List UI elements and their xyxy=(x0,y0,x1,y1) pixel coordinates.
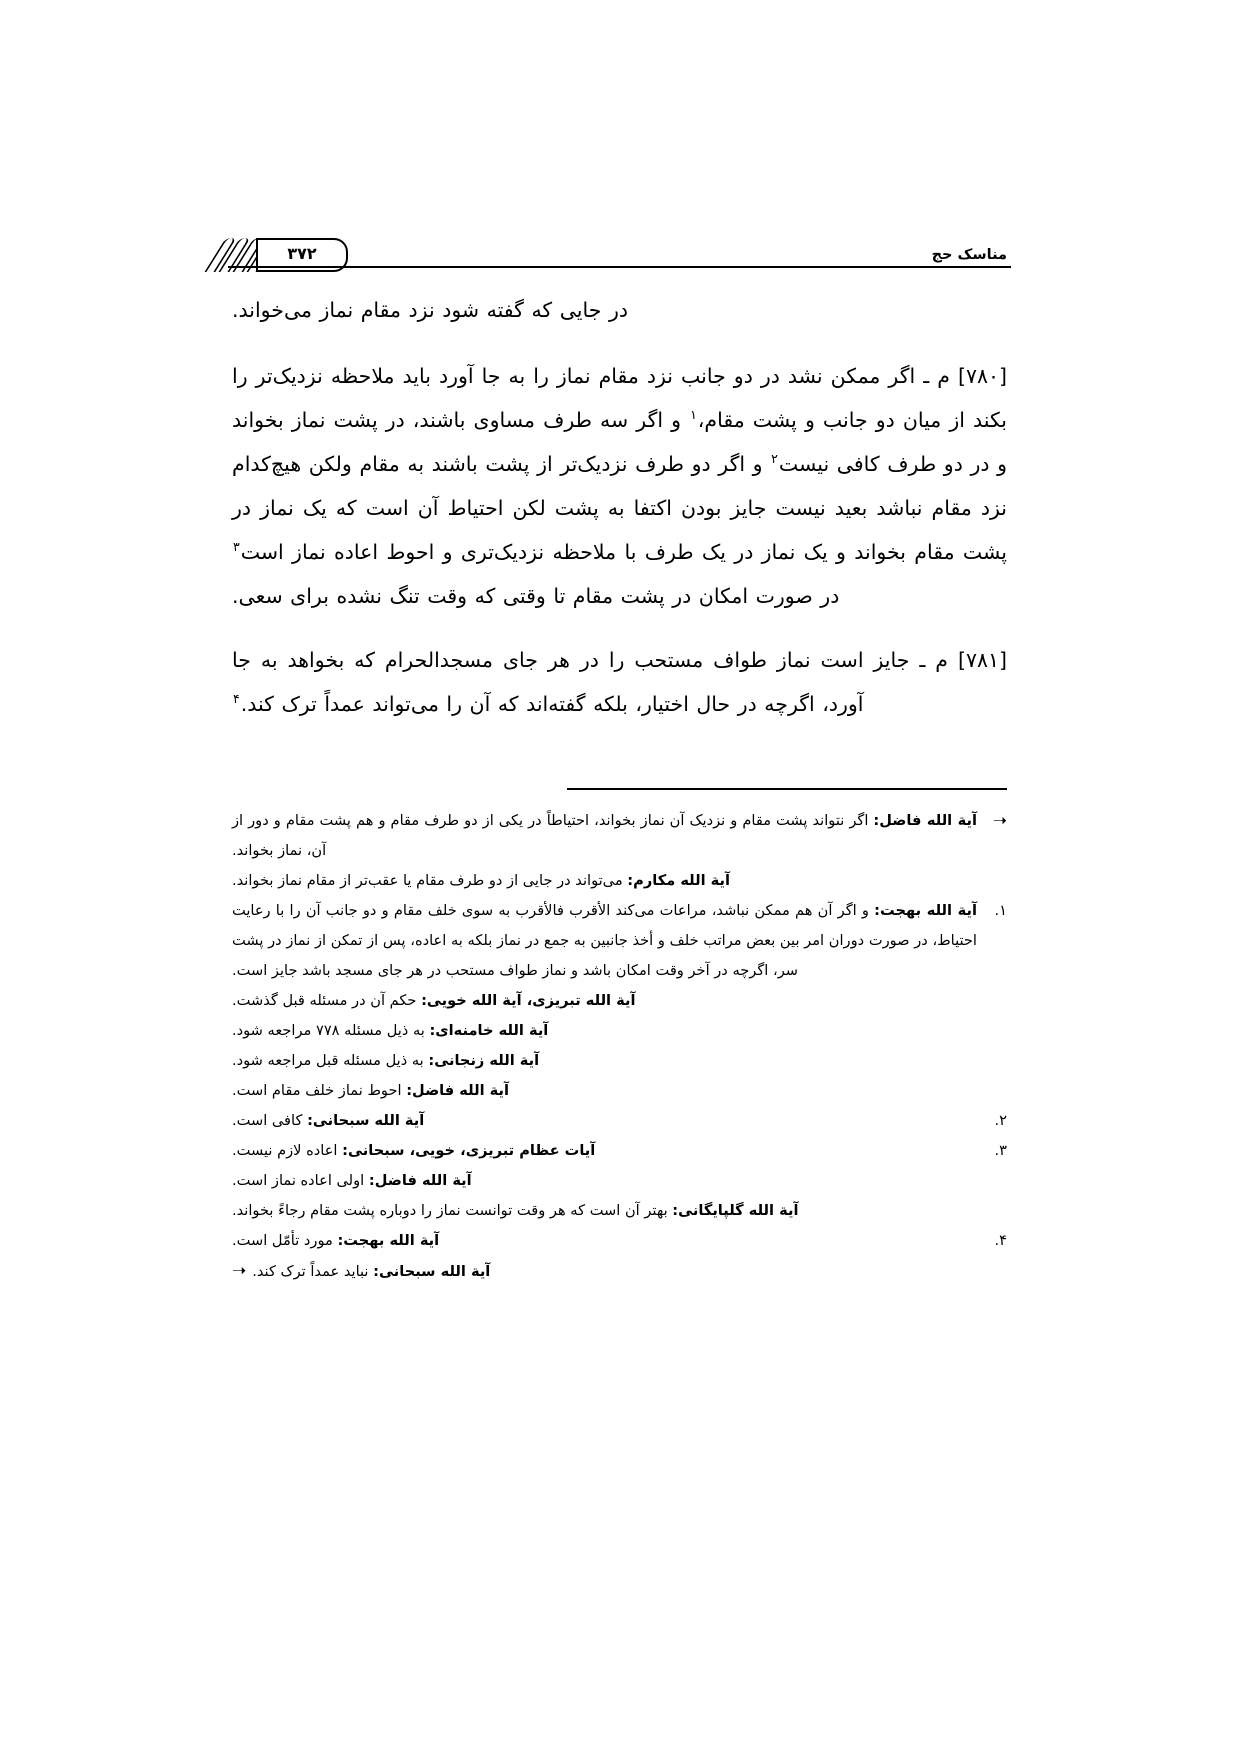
paragraph-781-text: جایز است نماز طواف مستحب را در هر جای مسجدالحرام که بخواهد به جا آورد، اگرچه در حال اختیار، بلکه گفته‌اند که آن را می‌تواند عمداً ترک کند. xyxy=(232,648,910,716)
footnote-ruling-text: اگر نتواند پشت مقام و نزدیک آن نماز بخواند، احتیاطاً در یکی از دو طرف مقام و هم پشت مقام و دور از آن، نماز بخواند. xyxy=(232,812,874,859)
footnote-marker-2: ۲ xyxy=(771,451,778,467)
footnote-ruling-text: می‌تواند در جایی از دو طرف مقام یا عقب‌تر از مقام نماز بخواند. xyxy=(232,872,628,889)
footnote-ruling-text: حکم آن در مسئله قبل گذشت. xyxy=(232,992,422,1009)
footnote-item xyxy=(232,1256,1007,1287)
footnote-authority-name: آیة الله سبحانی: xyxy=(307,1112,425,1129)
footnote-text xyxy=(232,1256,977,1287)
footnote-item xyxy=(232,986,1007,1016)
footnote-authority-name: آیة الله تبریزی، آیة الله خویی: xyxy=(421,992,636,1009)
header-rule xyxy=(228,266,1011,268)
footnote-item xyxy=(232,1106,1007,1136)
footnote-item xyxy=(232,896,1007,986)
footnote-ruling-text: بهتر آن است که هر وقت توانست نماز را دوباره پشت مقام رجاءً بخواند. xyxy=(232,1202,673,1219)
footnote-text xyxy=(232,1016,977,1046)
footnote-marker: ۲. xyxy=(994,1112,1007,1129)
footnote-text xyxy=(232,896,977,986)
paragraph-780 xyxy=(232,354,1007,618)
footnote-ruling-text: احوط نماز خلف مقام است. xyxy=(232,1082,407,1099)
footnote-item xyxy=(232,866,1007,896)
footnote-authority-name: آیة الله زنجانی: xyxy=(428,1052,540,1069)
footnote-continued-arrow-icon: ➝ xyxy=(992,811,1007,831)
book-title: مناسک حج xyxy=(931,246,1007,263)
footnote-text xyxy=(232,1196,977,1226)
footnote-item xyxy=(232,1166,1007,1196)
footnote-ruling-text: اعاده لازم نیست. xyxy=(232,1142,343,1159)
footnote-text xyxy=(232,1106,977,1136)
issue-number-781: [۷۸۱] xyxy=(957,648,1007,672)
footnote-item xyxy=(232,1076,1007,1106)
paragraph-780-text-d: در صورت امکان در پشت مقام تا وقتی که وقت تنگ نشده برای سعی. xyxy=(232,584,840,608)
footnote-item xyxy=(232,1136,1007,1166)
footnote-authority-name: آیة الله فاضل: xyxy=(406,1082,509,1099)
footnote-item xyxy=(232,806,1007,866)
footnote-authority-name: آیة الله بهجت: xyxy=(874,902,978,919)
footnote-marker-4: ۴ xyxy=(233,691,240,707)
paragraph-780-text-b: و اگر سه طرف مساوی باشند، در پشت نماز بخواند و در دو طرف کافی نیست xyxy=(232,408,1007,476)
footnote-ruling-text: به ذیل مسئله ۷۷۸ مراجعه شود. xyxy=(232,1022,430,1039)
footnote-ruling-text: کافی است. xyxy=(232,1112,308,1129)
footnote-authority-name: آیة الله فاضل: xyxy=(873,812,977,829)
footnote-marker: ۱. xyxy=(994,902,1007,919)
footnote-separator xyxy=(567,788,1007,790)
paragraph-780-text-a: اگر ممکن نشد در دو جانب نزد مقام نماز را به جا آورد باید ملاحظه نزدیک‌تر را بکند از میان دو جانب و پشت مقام، xyxy=(232,364,1007,432)
footnote-ruling-text: نباید عمداً ترک کند. xyxy=(252,1263,374,1280)
footnote-marker-3: ۳ xyxy=(233,539,240,555)
footnote-marker: ۳. xyxy=(994,1142,1007,1159)
page-number: ۳۷۲ xyxy=(287,244,317,263)
issue-marker-780: م ـ xyxy=(923,364,950,388)
footnote-authority-name: آیة الله بهجت: xyxy=(337,1232,440,1249)
footnote-authority-name: آیة الله سبحانی: xyxy=(373,1263,491,1280)
footnote-text xyxy=(232,1136,977,1166)
paragraph-781 xyxy=(232,638,1007,726)
footnote-item xyxy=(232,1196,1007,1226)
footnote-ruling-text: اولی اعاده نماز است. xyxy=(232,1172,369,1189)
footnote-ruling-text: مورد تأمّل است. xyxy=(232,1232,338,1249)
paragraph-intro: در جایی که گفته شود نزد مقام نماز می‌خواند. xyxy=(232,298,628,322)
footnote-text xyxy=(232,1226,977,1256)
footnote-item xyxy=(232,1016,1007,1046)
footnote-text xyxy=(232,866,977,896)
footnote-item xyxy=(232,1046,1007,1076)
footnote-text xyxy=(232,986,977,1016)
footnote-continues-arrow-icon: ➝ xyxy=(232,1261,247,1281)
footnote-text xyxy=(232,806,977,866)
page-header xyxy=(228,222,1011,268)
footnote-ruling-text: به ذیل مسئله قبل مراجعه شود. xyxy=(232,1052,429,1069)
paragraph-780-text-c: و اگر دو طرف نزدیک‌تر از پشت باشند به مقام ولکن هیچ‌کدام نزد مقام نباشد بعید نیست جایز بودن اکتفا به پشت لکن احتیاط آن است که یک نماز در پشت مقام بخواند و یک نماز در یک طرف با ملاحظه نزدیک‌تری و احوط اعاده نماز است xyxy=(232,452,1007,564)
footnote-text xyxy=(232,1046,977,1076)
issue-marker-781: م ـ xyxy=(919,648,949,672)
page-body xyxy=(232,288,1007,746)
footnote-text xyxy=(232,1076,977,1106)
footnote-authority-name: آیات عظام تبریزی، خویی، سبحانی: xyxy=(342,1142,596,1159)
footnote-ruling-text: و اگر آن هم ممکن نباشد، مراعات می‌کند الأقرب فالأقرب به سوی خلف مقام و دو جانب آن را با رعایت احتیاط، در صورت دوران امر بین بعض مراتب خلف و أخذ جانبین به جمع در نماز بلکه به اعاده، پس از تمکن از نماز در پشت سر، اگرچه در آخر وقت امکان باشد و نماز طواف مستحب در هر جای مسجد باشد جایز است. xyxy=(232,902,977,979)
footnote-authority-name: آیة الله مکارم: xyxy=(627,872,731,889)
footnote-item xyxy=(232,1226,1007,1256)
footnote-marker-1: ۱ xyxy=(690,407,697,423)
footnote-authority-name: آیة الله فاضل: xyxy=(368,1172,472,1189)
footnote-authority-name: آیة الله خامنه‌ای: xyxy=(429,1022,549,1039)
footnote-marker: ۴. xyxy=(994,1232,1007,1249)
footnote-list xyxy=(232,806,1007,1287)
footnote-authority-name: آیة الله گلپایگانی: xyxy=(672,1202,799,1219)
footnote-text xyxy=(232,1166,977,1196)
issue-number-780: [۷۸۰] xyxy=(957,364,1007,388)
